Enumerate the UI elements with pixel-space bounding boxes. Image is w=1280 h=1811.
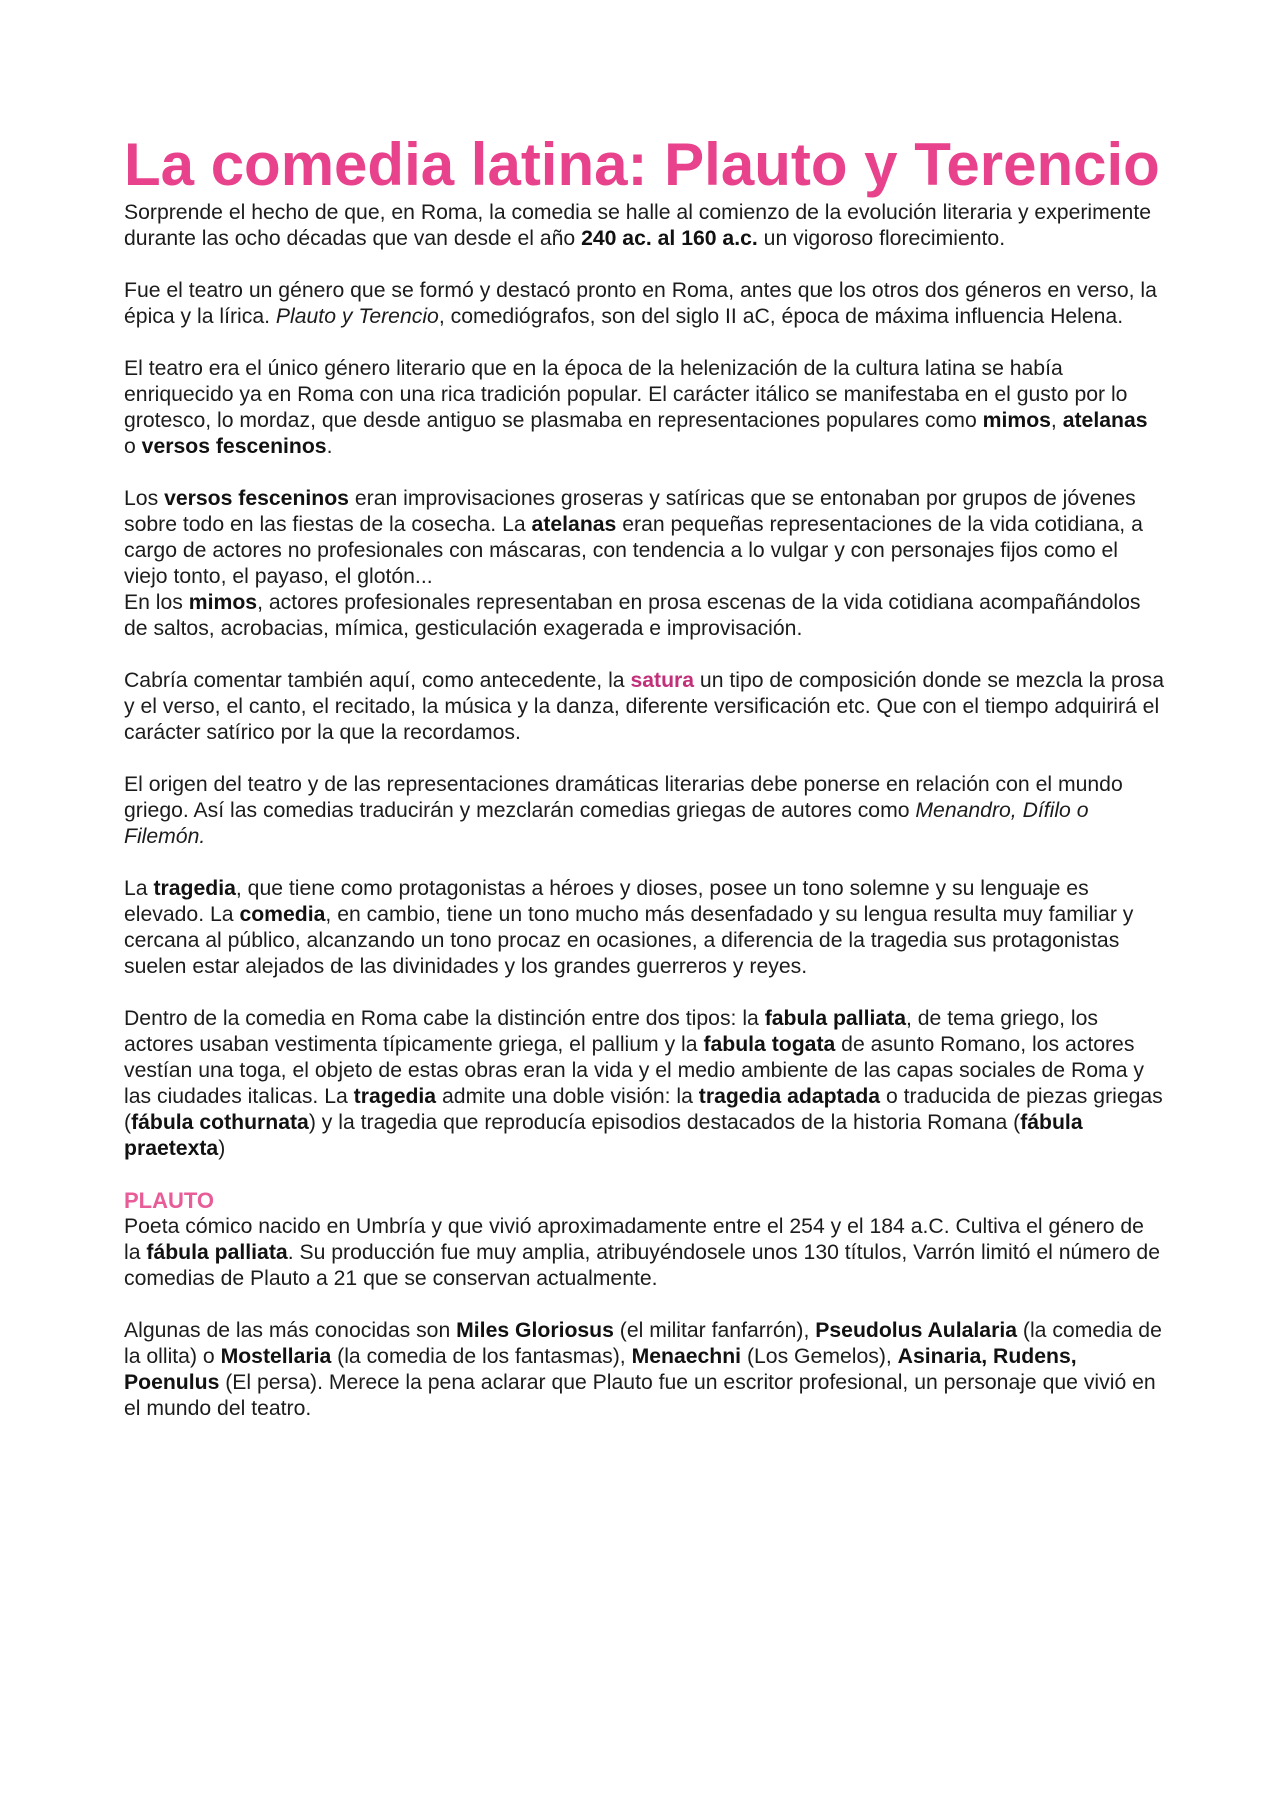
document-page [124,128,1164,1422]
paragraph-popular-forms: Los versos fesceninos eran improvisaciones groseras y satíricas que se entonaban por grupos de jóvenes sobre todo en las fiestas de la cosecha. La atelanas eran pequeñas representaciones de la vida cotidiana, a cargo de actores no profesionales con máscaras, con tendencia a lo vulgar y con personajes fijos como el viejo tonto, el payaso, el glotón... En los mimos, actores profesionales representaban en prosa escenas de la vida cotidiana acompañándolos de saltos, acrobacias, mímica, gesticulación exagerada e improvisación. [124,487,1143,640]
date-range: 240 ac. al 160 a.c. [581,227,758,250]
section-heading-plauto: PLAUTO [124,1188,215,1213]
page-title: La comedia latina: Plauto y Terencio [124,131,1160,198]
paragraph-satura: Cabría comentar también aquí, como antecedente, la satura un tipo de composición donde se mezcla la prosa y el verso, el canto, el recitado, la música y la danza, diferente versificación etc. Que con el tiempo adquirirá el carácter satírico por la que la recordamos. [124,669,1164,744]
paragraph-plauto-bio: Poeta cómico nacido en Umbría y que vivió aproximadamente entre el 254 y el 184 a.C. Cultiva el género de la fábula palliata. Su producción fue muy amplia, atribuyéndosele unos 130 títulos, Varrón limitó el número de comedias de Plauto a 21 que se conservan actualmente. [124,1215,1160,1290]
paragraph-tradition: El teatro era el único género literario que en la época de la helenización de la cultura latina se había enriquecido ya en Roma con una rica tradición popular. El carácter itálico se manifestaba en el gusto por lo grotesco, lo mordaz, que desde antiguo se plasmaba en representaciones populares como mimos, atelanas o versos fesceninos. [124,357,1148,458]
paragraph-intro: Sorprende el hecho de que, en Roma, la comedia se halle al comienzo de la evolución literaria y experimente durante las ocho décadas que van desde el año 240 ac. al 160 a.c. un vigoroso florecimiento. [124,201,1152,250]
paragraph-types: Dentro de la comedia en Roma cabe la distinción entre dos tipos: la fabula palliata, de tema griego, los actores usaban vestimenta típicamente griega, el pallium y la fabula togata de asunto Romano, los actores vestían una toga, el objeto de estas obras eran la vida y el medio ambiente de las capas sociales de Roma y las ciudades italicas. La tragedia admite una doble visión: la tragedia adaptada o traducida de piezas griegas (fábula cothurnata) y la tragedia que reproducía episodios destacados de la historia Romana (fábula praetexta) [124,1007,1163,1160]
authors-italic: Plauto y Terencio [275,305,439,328]
paragraph-plauto-works: Algunas de las más conocidas son Miles Gloriosus (el militar fanfarrón), Pseudolus Aulalaria (la comedia de la ollita) o Mostellaria (la comedia de los fantasmas), Menaechni (Los Gemelos), Asinaria, Rudens, Poenulus (El persa). Merece la pena aclarar que Plauto fue un escritor profesional, un personaje que vivió en el mundo del teatro. [124,1319,1162,1420]
paragraph-origin: El origen del teatro y de las representaciones dramáticas literarias debe ponerse en relación con el mundo griego. Así las comedias traducirán y mezclarán comedias griegas de autores como Menandro, Dífilo o Filemón. [124,773,1123,848]
paragraph-genre: Fue el teatro un género que se formó y destacó pronto en Roma, antes que los otros dos géneros en verso, la épica y la lírica. Plauto y Terencio, comediógrafos, son del siglo II aC, época de máxima influencia Helena. [124,279,1157,328]
paragraph-tragedy-comedy: La tragedia, que tiene como protagonistas a héroes y dioses, posee un tono solemne y su lenguaje es elevado. La comedia, en cambio, tiene un tono mucho más desenfadado y su lengua resulta muy familiar y cercana al público, alcanzando un tono procaz en ocasiones, a diferencia de la tragedia sus protagonistas suelen estar alejados de las divinidades y los grandes guerreros y reyes. [124,877,1134,978]
satura-highlight: satura [630,669,695,692]
